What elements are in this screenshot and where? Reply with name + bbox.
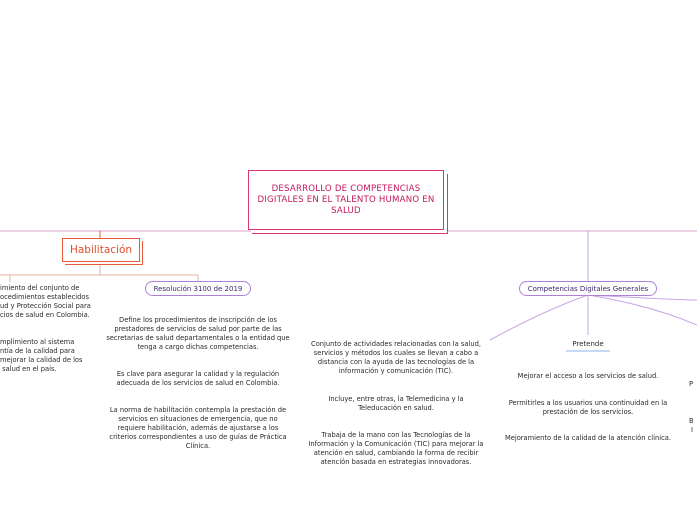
competencias-text-3: Mejoramiento de la calidad de la atención clínica. xyxy=(504,434,672,442)
subtopic-competencias-label: Competencias Digitales Generales xyxy=(527,284,649,293)
pretende-label: Pretende xyxy=(572,340,604,348)
competencias-text-2: Permitirles a los usuarios una continuidad en la prestación de los servicios. xyxy=(508,399,668,416)
topic-habilitacion-label: Habilitación xyxy=(69,244,133,256)
right-fragment-1: P xyxy=(689,380,694,388)
subtopic-resolucion-label: Resolución 3100 de 2019 xyxy=(153,284,243,293)
central-topic[interactable] xyxy=(248,170,444,230)
right-fragment-3: I xyxy=(691,426,693,434)
competencias-text-1: Mejorar el acceso a los servicios de salud. xyxy=(517,372,659,380)
habilitacion-text-2: mplimiento al sistema ntía de la calidad para mejorar la calidad de los salud en el país. xyxy=(0,338,83,373)
right-fragment-2: B xyxy=(689,417,694,425)
resolucion-text-1: Define los procedimientos de inscripción de los prestadores de servicios de salud por parte de las secretarias de salud departamentales o la entidad que tenga a cargo dichas competencias. xyxy=(106,316,290,351)
subtopic-competencias[interactable] xyxy=(519,281,657,296)
middle-text-2: Incluye, entre otras, la Telemedicina y la Teleducación en salud. xyxy=(328,395,464,412)
subtopic-resolucion[interactable] xyxy=(145,281,251,296)
resolucion-text-2: Es clave para asegurar la calidad y la regulación adecuada de los servicios de salud en Colombia. xyxy=(116,370,280,387)
topic-habilitacion[interactable] xyxy=(62,238,140,262)
middle-text-1: Conjunto de actividades relacionadas con la salud, servicios y métodos los cuales se llevan a cabo a distancia con la ayuda de las tecnologías de la información y comunicación (TIC). xyxy=(311,340,481,375)
central-topic-text: DESARROLLO DE COMPETENCIAS DIGITALES EN EL TALENTO HUMANO EN SALUD xyxy=(257,183,435,216)
habilitacion-text-1: imiento del conjunto de ocedimientos establecidos ud y Protección Social para cios de salud en Colombia. xyxy=(0,284,91,319)
middle-text-3: Trabaja de la mano con las Tecnologías de la Información y la Comunicación (TIC) para mejorar la atención en salud, cambiando la forma de recibir atención basada en estrategias innovadoras. xyxy=(308,431,484,466)
resolucion-text-3: La norma de habilitación contempla la prestación de servicios en situaciones de emergencia, que no requiere habilitación, además de ajustarse a los criterios correspondientes a uso de guías de Práctica Clínica. xyxy=(109,406,287,450)
